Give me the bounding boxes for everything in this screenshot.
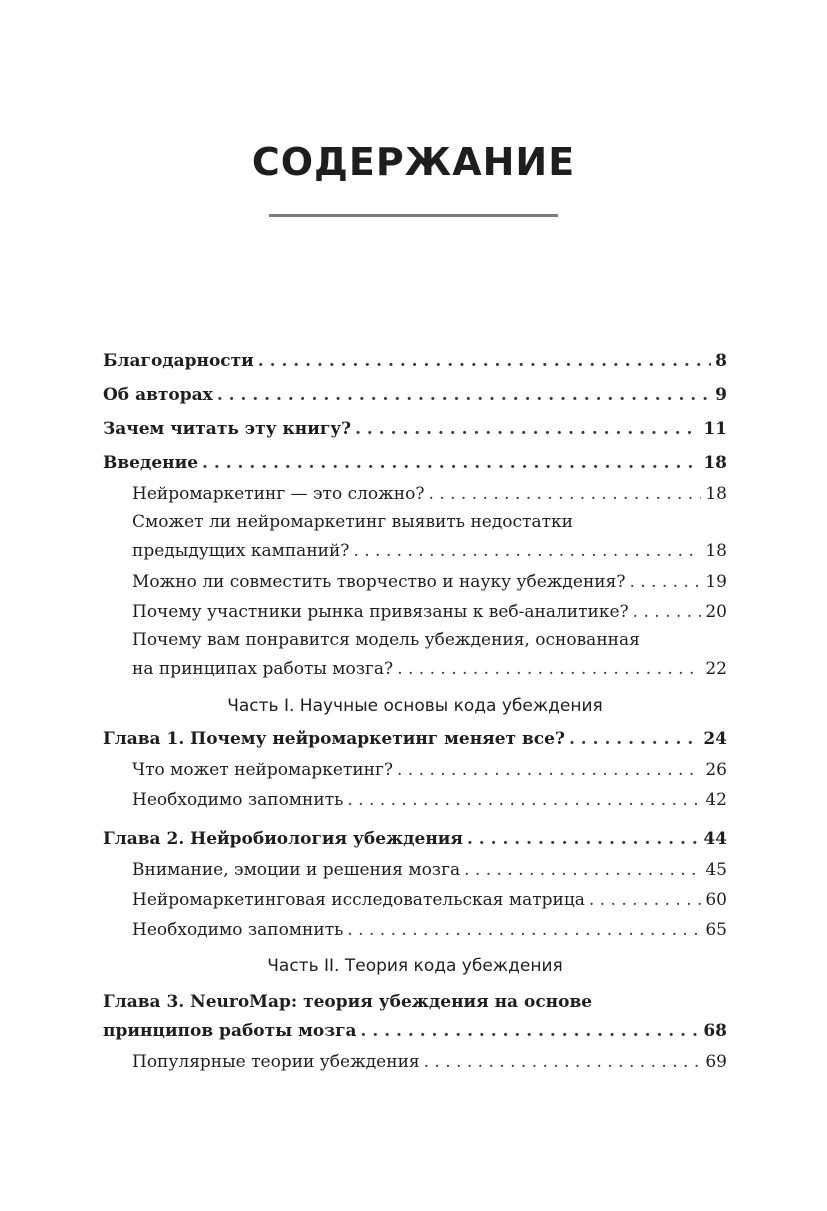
toc-entry-page: 19 bbox=[705, 572, 727, 592]
toc-entry-title: Что может нейромаркетинг? bbox=[132, 760, 394, 780]
toc-entry-page: 18 bbox=[705, 484, 727, 504]
leader-dots bbox=[428, 479, 701, 509]
toc-entry[interactable] bbox=[103, 989, 727, 1047]
toc-subentry[interactable] bbox=[132, 509, 727, 567]
toc-entry-page: 9 bbox=[715, 385, 727, 405]
toc-entry-title: Благодарности bbox=[103, 351, 254, 371]
leader-dots bbox=[258, 346, 711, 377]
toc-entry-title-line1: Глава 3. NeuroMap: теория убеждения на основе bbox=[103, 992, 593, 1012]
toc-entry-title: Нейромаркетинговая исследовательская матрица bbox=[132, 890, 585, 910]
toc-entry-page: 44 bbox=[703, 829, 727, 849]
toc-entry-title: Необходимо запомнить bbox=[132, 790, 344, 810]
toc-entry[interactable] bbox=[103, 346, 727, 377]
toc-subentry[interactable] bbox=[132, 855, 727, 885]
toc-entry-title-line1: Почему вам понравится модель убеждения, основанная bbox=[132, 630, 640, 650]
toc-entry-title: Почему участники рынка привязаны к веб-аналитике? bbox=[132, 602, 629, 622]
toc-entry-page: 18 bbox=[703, 453, 727, 473]
toc-subentry[interactable] bbox=[132, 479, 727, 509]
toc-entry-title: Популярные теории убеждения bbox=[132, 1052, 420, 1072]
page-title: СОДЕРЖАНИЕ bbox=[251, 140, 576, 184]
toc-entry-title: Глава 2. Нейробиология убеждения bbox=[103, 829, 463, 849]
table-of-contents bbox=[103, 343, 727, 1077]
leader-dots bbox=[629, 567, 701, 597]
toc-entry-title: Можно ли совместить творчество и науку убеждения? bbox=[132, 572, 626, 592]
toc-entry-title: Необходимо запомнить bbox=[132, 920, 344, 940]
toc-subentry[interactable] bbox=[132, 567, 727, 597]
leader-dots bbox=[361, 1016, 700, 1047]
title-divider bbox=[269, 214, 558, 217]
leader-dots bbox=[347, 915, 701, 945]
toc-entry-page: 68 bbox=[703, 1021, 727, 1041]
toc-entry-title: Зачем читать эту книгу? bbox=[103, 419, 352, 439]
toc-entry-title-line2: на принципах работы мозга? bbox=[132, 659, 394, 679]
toc-entry-page: 26 bbox=[705, 760, 727, 780]
toc-entry-title-line2: принципов работы мозга bbox=[103, 1021, 357, 1041]
toc-entry-title: Введение bbox=[103, 453, 199, 473]
leader-dots bbox=[347, 785, 701, 815]
toc-subentry[interactable] bbox=[132, 597, 727, 627]
toc-subentry[interactable] bbox=[132, 915, 727, 945]
toc-entry[interactable] bbox=[103, 414, 727, 445]
toc-entry[interactable] bbox=[103, 380, 727, 411]
toc-entry-title: Внимание, эмоции и решения мозга bbox=[132, 860, 461, 880]
toc-subentry[interactable] bbox=[132, 785, 727, 815]
toc-entry-page: 8 bbox=[715, 351, 727, 371]
toc-entry[interactable] bbox=[103, 448, 727, 479]
toc-subentry[interactable] bbox=[132, 627, 727, 685]
leader-dots bbox=[633, 597, 702, 627]
toc-entry-page: 22 bbox=[705, 659, 727, 679]
toc-entry-title-line2: предыдущих кампаний? bbox=[132, 541, 350, 561]
leader-dots bbox=[569, 724, 699, 755]
leader-dots bbox=[589, 885, 701, 915]
toc-entry-page: 24 bbox=[703, 729, 727, 749]
leader-dots bbox=[424, 1047, 702, 1077]
toc-entry-page: 42 bbox=[705, 790, 727, 810]
leader-dots bbox=[217, 380, 711, 411]
toc-entry-page: 45 bbox=[705, 860, 727, 880]
toc-entry-title: Об авторах bbox=[103, 385, 213, 405]
leader-dots bbox=[467, 824, 699, 855]
toc-subentry[interactable] bbox=[132, 755, 727, 785]
toc-entry[interactable] bbox=[103, 724, 727, 755]
toc-entry[interactable] bbox=[103, 824, 727, 855]
leader-dots bbox=[464, 855, 701, 885]
toc-entry-page: 60 bbox=[705, 890, 727, 910]
leader-dots bbox=[353, 536, 701, 567]
toc-entry-page: 11 bbox=[703, 419, 727, 439]
toc-entry-page: 69 bbox=[705, 1052, 727, 1072]
leader-dots bbox=[202, 448, 699, 479]
leader-dots bbox=[397, 755, 701, 785]
toc-entry-title: Глава 1. Почему нейромаркетинг меняет все? bbox=[103, 729, 565, 749]
toc-subentry[interactable] bbox=[132, 1047, 727, 1077]
toc-entry-page: 18 bbox=[705, 541, 727, 561]
toc-entry-page: 65 bbox=[705, 920, 727, 940]
toc-entry-title-line1: Сможет ли нейромаркетинг выявить недостатки bbox=[132, 512, 573, 532]
leader-dots bbox=[355, 414, 699, 445]
part-heading: Часть I. Научные основы кода убеждения bbox=[227, 696, 603, 716]
toc-entry-title: Нейромаркетинг — это сложно? bbox=[132, 484, 425, 504]
toc-entry-page: 20 bbox=[705, 602, 727, 622]
toc-subentry[interactable] bbox=[132, 885, 727, 915]
part-heading: Часть II. Теория кода убеждения bbox=[267, 956, 563, 976]
leader-dots bbox=[397, 654, 701, 685]
